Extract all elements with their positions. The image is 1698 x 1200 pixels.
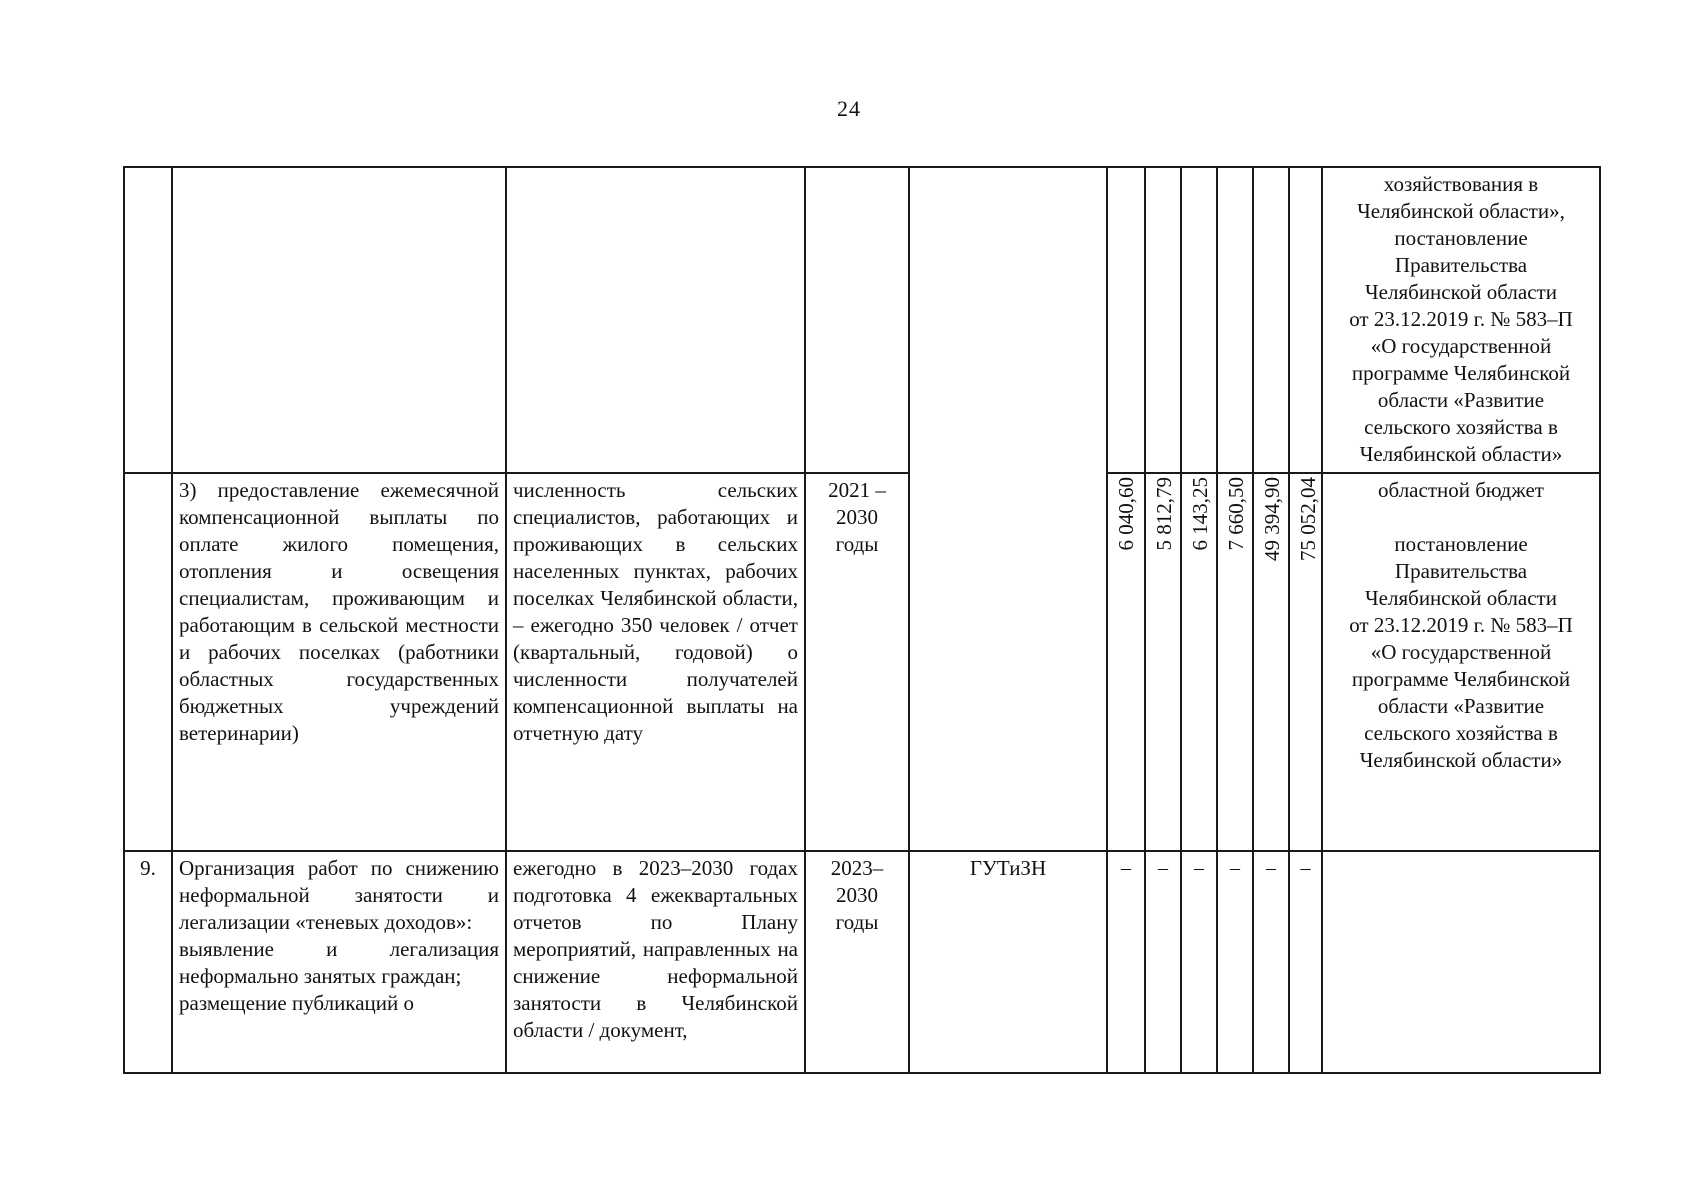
basis-line: постановление (1394, 226, 1528, 250)
dash: – (1300, 857, 1311, 879)
basis-line: Челябинской области (1365, 586, 1557, 610)
dash: – (1158, 857, 1168, 879)
cell-value-4 (1217, 473, 1253, 851)
value-total: 75 052,04 (1296, 477, 1320, 561)
event-line-3: размещение публикаций о (179, 991, 414, 1015)
basis-line: постановление (1394, 532, 1528, 556)
cell-value-2 (1145, 473, 1181, 851)
cell-value-4 (1217, 167, 1253, 473)
cell-event (172, 167, 506, 473)
dash: – (1194, 857, 1204, 879)
cell-executor (909, 167, 1107, 851)
basis-line: области «Развитие (1377, 694, 1545, 718)
cell-value-5 (1253, 473, 1289, 851)
basis-line: от 23.12.2019 г. № 583–П (1349, 613, 1573, 637)
cell-period (805, 167, 909, 473)
cell-event (172, 851, 506, 1073)
cell-value-5 (1253, 167, 1289, 473)
cell-value-1 (1107, 167, 1145, 473)
cell-event: 3) предоставление ежемесячной компенсационной выплаты по оплате жилого помещения, отопления и освещения специалистам, проживающим и работающим в сельской местности и рабочих поселках (работники областных государственных бюджетных учреждений ветеринарии) (172, 473, 506, 851)
basis-line: хозяйствования в (1383, 172, 1539, 196)
cell-value-3 (1181, 851, 1217, 1073)
cell-value-2 (1145, 851, 1181, 1073)
basis-line: области «Развитие (1377, 388, 1545, 412)
basis-line: Челябинской области» (1359, 748, 1563, 772)
basis-line: сельского хозяйства в (1364, 415, 1558, 439)
cell-value-2 (1145, 167, 1181, 473)
cell-period: 2021 – 2030 годы (805, 473, 909, 851)
cell-value-3 (1181, 167, 1217, 473)
basis-line: Челябинской области», (1357, 199, 1565, 223)
cell-value-4 (1217, 851, 1253, 1073)
value-2021: 6 040,60 (1114, 477, 1138, 551)
cell-value-6 (1289, 473, 1322, 851)
dash: – (1121, 857, 1131, 879)
basis-line: сельского хозяйства в (1364, 721, 1558, 745)
event-line-1: Организация работ по снижению неформальной занятости и легализации «теневых доходов»: (179, 856, 499, 934)
cell-number (124, 473, 172, 851)
value-2025-2030: 49 394,90 (1260, 477, 1284, 561)
cell-basis (1322, 473, 1600, 851)
program-table (123, 166, 1601, 1074)
cell-period: 2023– 2030 годы (805, 851, 909, 1073)
basis-line: «О государственной (1370, 640, 1552, 664)
cell-value-6 (1289, 167, 1322, 473)
table-row-continuation (124, 167, 1600, 473)
table-row-3 (124, 473, 1600, 851)
basis-line: от 23.12.2019 г. № 583–П (1349, 307, 1573, 331)
cell-indicator (506, 167, 805, 473)
basis-line: программе Челябинской (1351, 361, 1571, 385)
dash: – (1266, 857, 1276, 879)
cell-indicator: численность сельских специалистов, работающих и проживающих в сельских населенных пунктах, рабочих поселках Челябинской области, – ежегодно 350 человек / отчет (квартальный, годовой) о численности получателей компенсационной выплаты на отчетную дату (506, 473, 805, 851)
cell-value-1 (1107, 851, 1145, 1073)
cell-value-5 (1253, 851, 1289, 1073)
funding-source: областной бюджет (1378, 478, 1544, 502)
basis-line: Челябинской области (1365, 280, 1557, 304)
cell-number: 9. (124, 851, 172, 1073)
cell-executor: ГУТиЗН (909, 851, 1107, 1073)
value-2024: 7 660,50 (1224, 477, 1248, 551)
dash: – (1230, 857, 1240, 879)
basis-text (1329, 171, 1593, 468)
cell-value-3 (1181, 473, 1217, 851)
cell-basis (1322, 167, 1600, 473)
basis-line: программе Челябинской (1351, 667, 1571, 691)
page-number: 24 (837, 96, 861, 121)
basis-line: Правительства (1394, 559, 1528, 583)
basis-line: Правительства (1394, 253, 1528, 277)
basis-text (1329, 531, 1593, 774)
table-row-9 (124, 851, 1600, 1073)
value-2022: 5 812,79 (1152, 477, 1176, 551)
event-line-2: выявление и легализация неформально занятых граждан; (179, 937, 499, 988)
value-2023: 6 143,25 (1188, 477, 1212, 551)
cell-number (124, 167, 172, 473)
cell-value-1 (1107, 473, 1145, 851)
basis-line: «О государственной (1370, 334, 1552, 358)
cell-indicator: ежегодно в 2023–2030 годах подготовка 4 ежеквартальных отчетов по Плану мероприятий, направленных на снижение неформальной занятости в Челябинской области / документ, (506, 851, 805, 1073)
cell-value-6 (1289, 851, 1322, 1073)
cell-basis (1322, 851, 1600, 1073)
basis-line: Челябинской области» (1359, 442, 1563, 466)
